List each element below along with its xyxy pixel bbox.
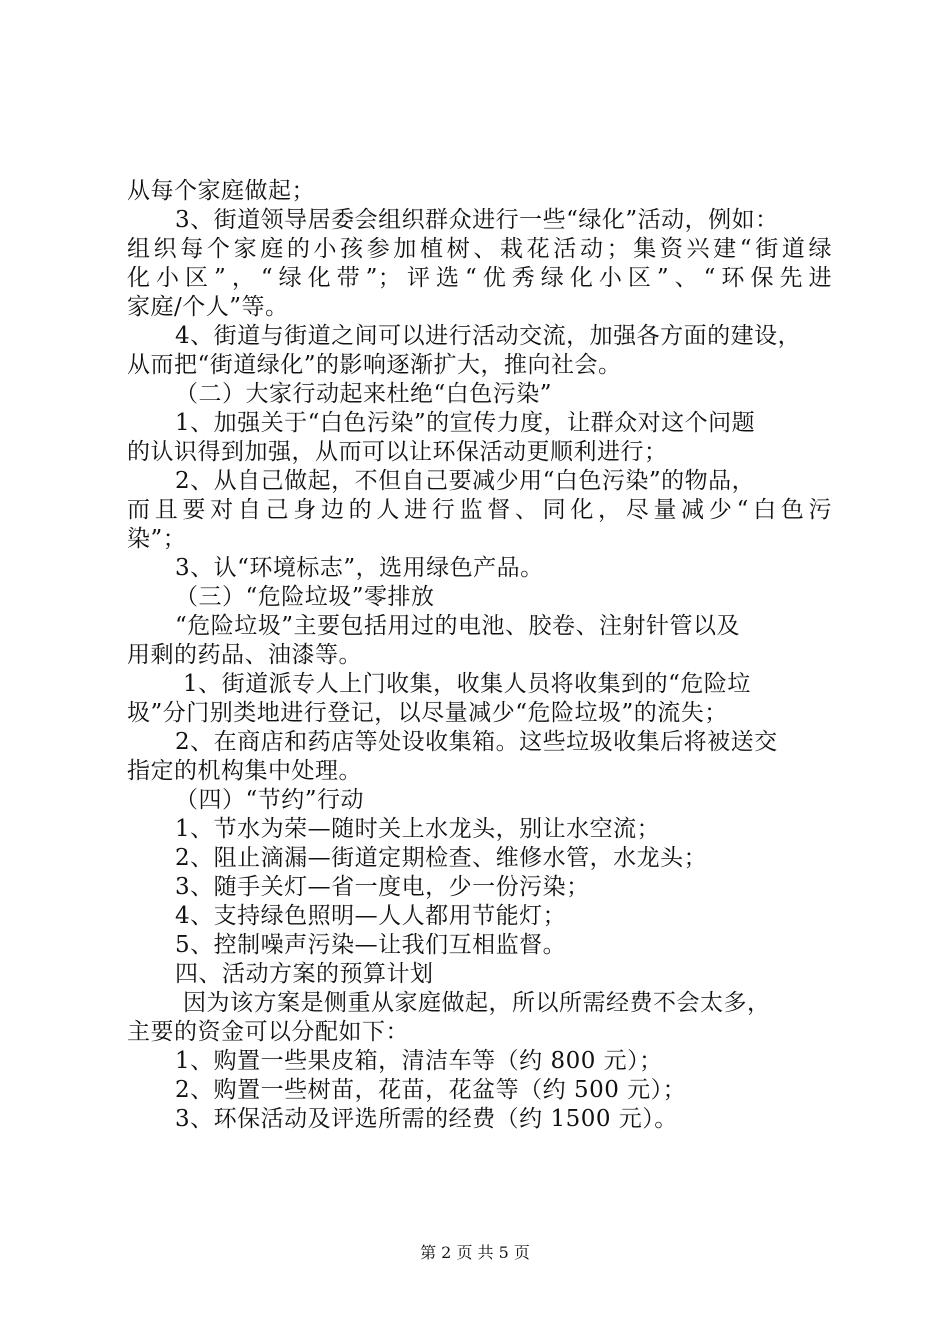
- text-line: 从而把“街道绿化”的影响逐渐扩大，推向社会。: [127, 352, 622, 378]
- text-line: 2、购置一些树苗，花苗，花盆等（约 500 元）；: [175, 1077, 687, 1103]
- text-line: “危险垃圾”主要包括用过的电池、胶卷、注射针管以及: [175, 613, 741, 639]
- text-line: 3、认“环境标志”，选用绿色产品。: [175, 555, 544, 581]
- text-line: 家庭/个人”等。: [127, 294, 289, 320]
- text-line: 用剩的药品、油漆等。: [127, 642, 362, 668]
- text-line: （三）“危险垃圾”零排放: [175, 584, 435, 610]
- text-line: 指定的机构集中处理。: [127, 758, 362, 784]
- text-line: 2、在商店和药店等处设收集箱。这些垃圾收集后将被送交: [175, 729, 778, 755]
- text-line: 3、环保活动及评选所需的经费（约 1500 元）。: [175, 1106, 678, 1132]
- text-line: 2、从自己做起，不但自己要减少用“白色污染”的物品，: [175, 468, 756, 494]
- text-line: 主要的资金可以分配如下：: [127, 1019, 409, 1045]
- text-line: 而且要对自己身边的人进行监督、同化，尽量减少“白色污: [127, 497, 832, 523]
- text-line: 1、购置一些果皮箱，清洁车等（约 800 元）；: [175, 1048, 663, 1074]
- text-line: 5、控制噪声污染—让我们互相监督。: [175, 932, 567, 958]
- page-footer: 第 2 页 共 5 页: [420, 1243, 530, 1262]
- text-line: 圾”分门别类地进行登记，以尽量减少“危险垃圾”的流失；: [127, 700, 728, 726]
- text-line: （四）“节约”行动: [175, 787, 365, 813]
- text-line: 3、街道领导居委会组织群众进行一些“绿化”活动，例如：: [175, 207, 779, 233]
- text-line: 2、阻止滴漏—街道定期检查、维修水管，水龙头；: [175, 845, 708, 871]
- text-line: 化小区”，“绿化带”；评选“优秀绿化小区”、“环保先进: [127, 265, 832, 291]
- text-line: 1、节水为荣—随时关上水龙头，别让水空流；: [175, 816, 661, 842]
- text-line: 的认识得到加强，从而可以让环保活动更顺利进行；: [127, 439, 668, 465]
- text-line: 3、随手关灯—省一度电，少一份污染；: [175, 874, 590, 900]
- text-line: 1、街道派专人上门收集，收集人员将收集到的“危险垃: [183, 671, 751, 697]
- text-line: 因为该方案是侧重从家庭做起，所以所需经费不会太多，: [183, 990, 771, 1016]
- text-line: 染”；: [127, 526, 187, 552]
- text-line: 4、街道与街道之间可以进行活动交流，加强各方面的建设，: [175, 323, 802, 349]
- text-line: 4、支持绿色照明—人人都用节能灯；: [175, 903, 567, 929]
- text-line: （二）大家行动起来杜绝“白色污染”: [175, 381, 553, 407]
- text-line: 从每个家庭做起；: [127, 178, 315, 204]
- text-line: 组织每个家庭的小孩参加植树、栽花活动；集资兴建“街道绿: [127, 236, 832, 262]
- text-line: 四、活动方案的预算计划: [175, 961, 434, 987]
- text-line: 1、加强关于“白色污染”的宣传力度，让群众对这个问题: [175, 410, 756, 436]
